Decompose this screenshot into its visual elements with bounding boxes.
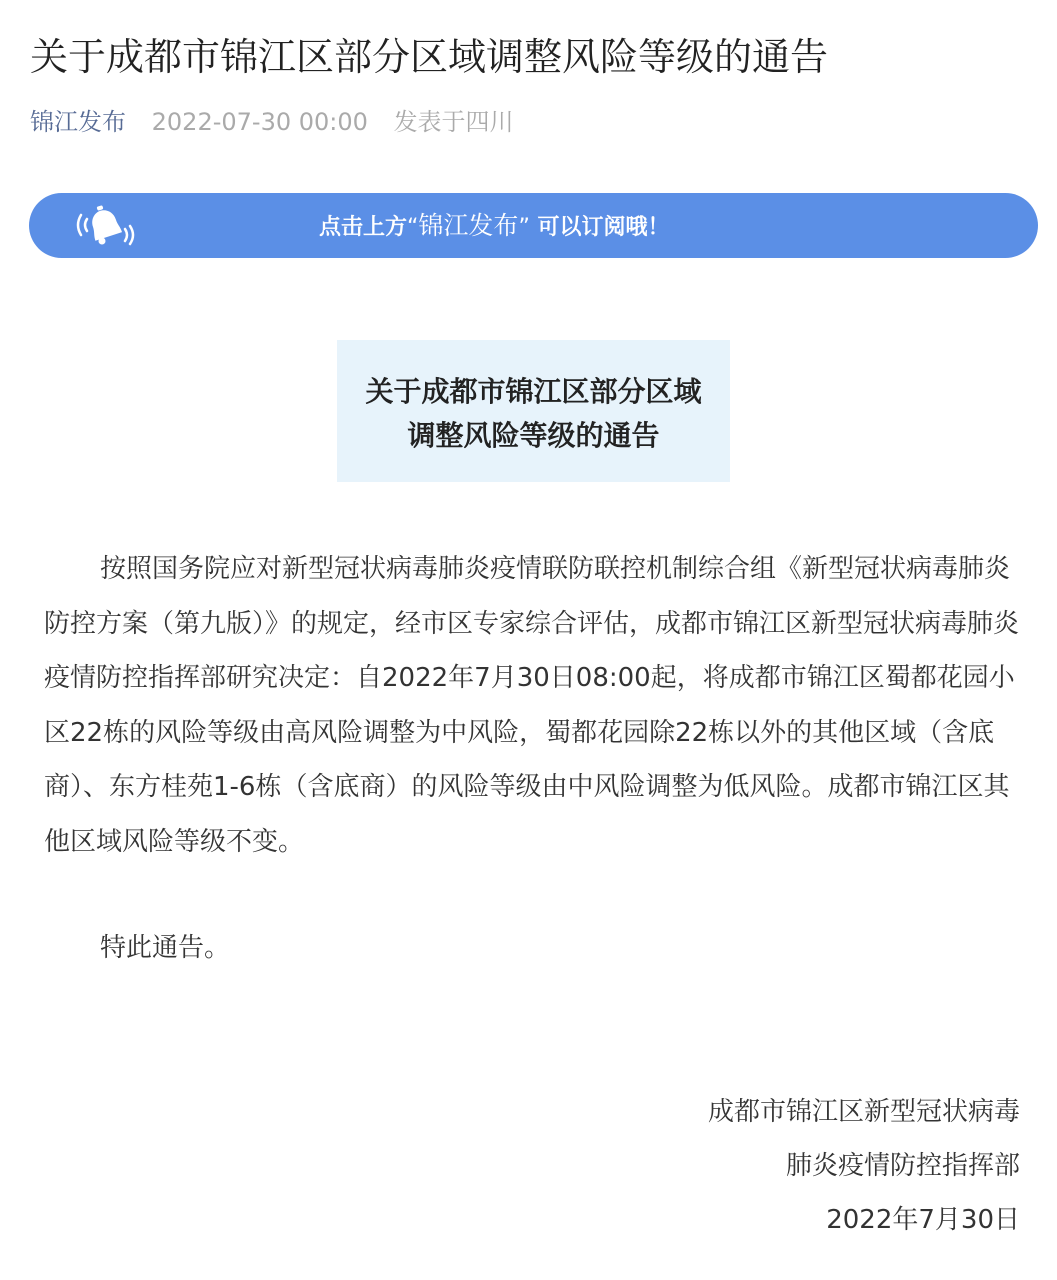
subscribe-text (319, 193, 670, 260)
subscribe-account-name: 锦江发布 (418, 211, 519, 240)
notice-body-paragraph (44, 542, 1020, 869)
subscribe-banner[interactable] (29, 193, 1038, 258)
signature-organization-line-1: 成都市锦江区新型冠状病毒 (707, 1097, 1020, 1127)
close-quote: ” (518, 215, 530, 240)
notice-heading-box (337, 340, 730, 482)
notice-heading-line-2: 调整风险等级的通告 (407, 419, 660, 452)
notice-body-text: 按照国务院应对新型冠状病毒肺炎疫情联防联控机制综合组《新型冠状病毒肺炎防控方案（第九版）》的规定，经市区专家综合评估，成都市锦江区新型冠状病毒肺炎疫情防控指挥部研究决定：自2022年7月30日08:00起，将成都市锦江区蜀都花园小区22栋的风险等级由高风险调整为中风险，蜀都花园除22栋以外的其他区域（含底商）、东方桂苑1-6栋（含底商）的风险等级由中风险调整为低风险。成都市锦江区其他区域风险等级不变。 (44, 554, 1020, 857)
notice-closing: 特此通告。 (100, 933, 231, 963)
notice-heading-line-1: 关于成都市锦江区部分区域 (365, 375, 702, 408)
article-title: 关于成都市锦江区部分区域调整风险等级的通告 (30, 35, 829, 79)
subscribe-suffix: 可以订阅哦！ (529, 215, 670, 240)
signature-organization-line-2: 肺炎疫情防控指挥部 (785, 1151, 1020, 1181)
subscribe-prefix: 点击上方 (319, 215, 408, 240)
publish-location: 发表于四川 (393, 108, 514, 136)
author-link[interactable]: 锦江发布 (30, 108, 126, 136)
signature-date: 2022年7月30日 (826, 1205, 1020, 1235)
open-quote: “ (407, 215, 419, 240)
bell-icon (69, 201, 139, 249)
article-meta (30, 104, 532, 140)
publish-time: 2022-07-30 00:00 (151, 108, 368, 136)
